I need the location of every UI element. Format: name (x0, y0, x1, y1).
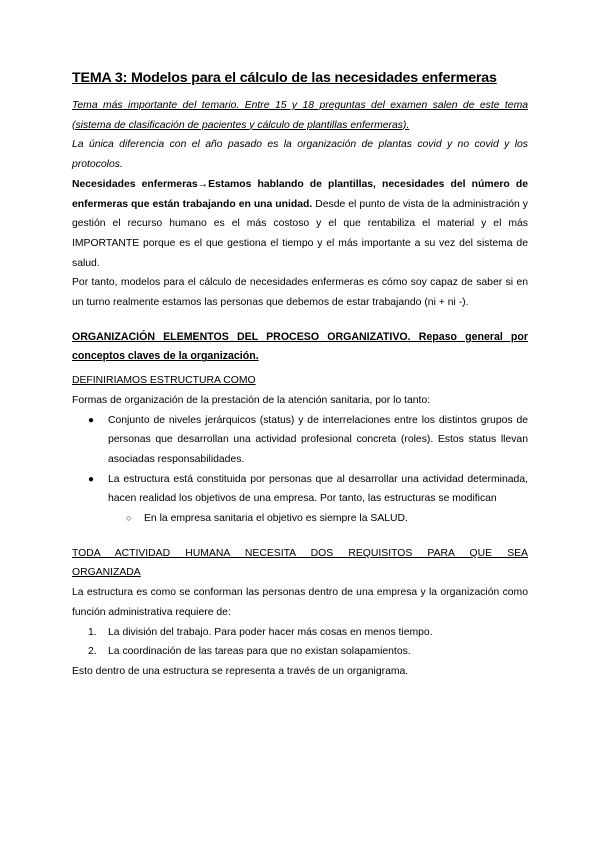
bullet-icon: ● (88, 414, 95, 426)
list-number: 2. (88, 646, 97, 658)
list-item-text: En la empresa sanitaria el objetivo es siempre la SALUD. (144, 513, 408, 525)
list-item (72, 411, 528, 470)
forms-line: Formas de organización de la prestación de la atención sanitaria, por lo tanto: (72, 394, 431, 406)
activity-heading-line2: ORGANIZADA (72, 567, 141, 579)
list-item (72, 642, 528, 662)
paragraph-needs-bold: Necesidades enfermeras→Estamos hablando de plantillas, necesidades del número de enfermeras que están trabajando en una unidad. (72, 178, 528, 210)
spacer (72, 313, 528, 328)
list-item-text: Conjunto de niveles jerárquicos (status) y de interrelaciones entre los distintos grupos de personas que desarrollan una actividad profesional concreta (roles). Estos status llevan asociadas responsabilidades. (108, 414, 528, 465)
list-item-text: La estructura está constituida por personas que al desarrollar una actividad determinada, hacen realidad los objetivos de una empresa. Por tanto, las estructuras se modifican (108, 473, 528, 505)
sub-heading: DEFINIRIAMOS ESTRUCTURA COMO (72, 375, 256, 387)
paragraph-structure: La estructura es como se conforman las personas dentro de una empresa y la organización como función administrativa requiere de: (72, 587, 528, 618)
spacer (72, 529, 528, 544)
list-item-text: La coordinación de las tareas para que no existan solapamientos. (108, 646, 411, 658)
paragraph-needs-rest: Desde el punto de vista de la administración y gestión el recurso humano es el más costoso y el que rentabiliza el material y el más IMPORTANTE porque es el que gestiona el tiempo y el más importante a su vez del sistema de salud. (72, 198, 528, 269)
list-item-text: La división del trabajo. Para poder hacer más cosas en menos tiempo. (108, 626, 433, 638)
paragraph-needs (72, 175, 528, 274)
sub-bullet-icon: ○ (126, 513, 132, 524)
numbered-list (72, 623, 528, 662)
sub-bullet-list (108, 509, 528, 529)
page-title: TEMA 3: Modelos para el cálculo de las necesidades enfermeras (72, 70, 497, 86)
list-item (72, 470, 528, 529)
bullet-list (72, 411, 528, 529)
document-body (72, 70, 528, 682)
intro-underlined: Tema más importante del temario. Entre 15 y 18 preguntas del examen salen de este tema (sistema de clasificación de pacientes y cálculo de plantillas enfermeras). (72, 100, 528, 131)
section-title: ORGANIZACIÓN ELEMENTOS DEL PROCESO ORGANIZATIVO. Repaso general por conceptos claves de la organización. (72, 330, 528, 363)
list-item (108, 509, 528, 529)
bullet-icon: ● (88, 473, 95, 485)
list-item (72, 623, 528, 643)
activity-heading-line1: TODA ACTIVIDAD HUMANA NECESITA DOS REQUISITOS PARA QUE SEA (72, 547, 528, 559)
intro-italic: La única diferencia con el año pasado es la organización de plantas covid y no covid y los protocolos. (72, 139, 528, 171)
paragraph-models: Por tanto, modelos para el cálculo de necesidades enfermeras es cómo soy capaz de saber si en un turno realmente estamos las personas que debemos de estar trabajando (ni + ni -). (72, 277, 528, 309)
closing-line: Esto dentro de una estructura se representa a través de un organigrama. (72, 665, 409, 677)
list-number: 1. (88, 626, 97, 638)
